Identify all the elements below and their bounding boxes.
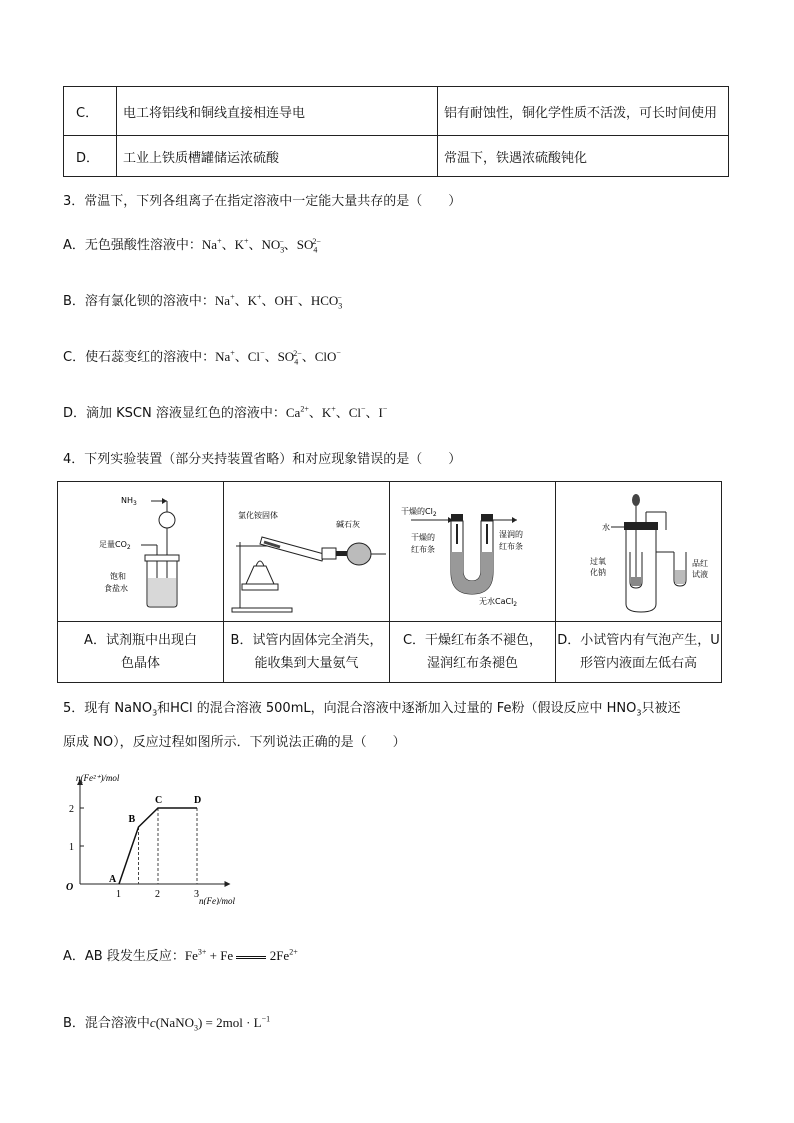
label-water: 水 (602, 523, 610, 532)
label-cacl2: 无水CaCl$_2$ (478, 597, 517, 608)
caption-c: C．干燥红布条不褪色， 湿润红布条褪色 (390, 622, 556, 683)
point-label-b: B (128, 814, 136, 825)
label-pinhong-1: 品红 (692, 559, 708, 568)
label-nh3: $NH_3$ (120, 496, 137, 507)
reaction-equation: $Fe^{3+} + Fe$ $2Fe^{2+}$ (184, 947, 298, 963)
question-5-stem-line2: 原成 NO），反应过程如图所示．下列说法正确的是（ ） (63, 735, 406, 750)
question-5-option-a: A．AB 段发生反应：$Fe^{3+} + Fe$ $2Fe^{2+}$ (63, 947, 298, 964)
apparatus-a-diagram (71, 482, 211, 617)
caption-a: A．试剂瓶中出现白 色晶体 (58, 622, 224, 683)
apparatus-d (556, 482, 722, 622)
question-5-stem-line1: 5．现有 NaNO$_3$和HCl 的混合溶液 500mL，向混合溶液中逐渐加入过量的 Fe粉（假设反应中 $HNO_3$只被还 (63, 701, 681, 718)
x-axis-label: n(Fe)/mol (199, 896, 235, 905)
option-action: 工业上铁质槽罐储运浓硫酸 (117, 136, 438, 177)
option-c-prefix: C．使石蕊变红的溶液中： (63, 350, 216, 365)
question-3-option-c (63, 346, 341, 367)
question-3-option-b (63, 290, 342, 311)
label-wet-red-2: 红布条 (498, 542, 523, 551)
label-pinhong-2: 试液 (692, 570, 708, 579)
caption-row (58, 622, 722, 683)
apparatus-row (58, 482, 722, 622)
y-axis-label: n(Fe²⁺)/mol (76, 773, 120, 783)
option-a-prefix: A．无色强酸性溶液中： (63, 238, 202, 253)
fe-reaction-chart (60, 770, 260, 905)
label-dry-cl2: 干燥的$Cl_2$ (400, 507, 437, 518)
question-3-option-a (63, 234, 321, 255)
point-label-c: C (155, 795, 163, 806)
experiment-table (57, 481, 722, 683)
caption-d: D．小试管内有气泡产生，U 形管内液面左低右高 (556, 622, 722, 683)
x-tick-label: 2 (155, 889, 160, 900)
point-label-d: D (194, 795, 202, 806)
label-na2o2-1: 过氧 (590, 557, 606, 566)
x-tick-label: 3 (194, 889, 199, 900)
x-tick-label: 1 (116, 889, 121, 900)
label-saline-1: 饱和 (109, 572, 126, 581)
question-3-option-d (63, 402, 387, 421)
y-tick-label: 2 (69, 804, 74, 815)
table-row (64, 136, 729, 177)
apparatus-b-diagram (224, 482, 392, 617)
ion-formulas: Na+、Cl−、$SO_4^{2-}$、ClO− (215, 348, 341, 367)
label-wet-red-1: 湿润的 (498, 530, 523, 539)
y-tick-label: 1 (69, 842, 74, 853)
apparatus-c-diagram (393, 482, 553, 617)
option-label: D． (64, 136, 117, 177)
concentration-expression: c(NaNO$_3$) = $2mol \cdot L^{-1}$ (149, 1014, 271, 1033)
question-5-option-b: B．混合溶液中c(NaNO$_3$) = $2mol \cdot L^{-1}$ (63, 1014, 271, 1033)
label-dry-red-2: 红布条 (410, 545, 435, 554)
apparatus-b (224, 482, 390, 622)
label-dry-red-1: 干燥的 (410, 533, 435, 542)
label-soda-lime: 碱石灰 (336, 520, 360, 529)
option-b-prefix: B．溶有氯化钡的溶液中： (63, 294, 215, 309)
caption-b: B．试管内固体完全消失， 能收集到大量氨气 (224, 622, 390, 683)
ion-formulas: $Ca^{2+}$、K+、Cl−、I− (285, 404, 388, 420)
x-axis-arrow (225, 881, 231, 887)
apparatus-c (390, 482, 556, 622)
options-table (63, 86, 729, 177)
ion-formulas: Na+、K+、OH−、$HCO_3^-$ (214, 292, 343, 311)
question-4-stem: 4．下列实验装置（部分夹持装置省略）和对应现象错误的是（ ） (63, 452, 462, 467)
label-saline-2: 食盐水 (103, 584, 128, 593)
apparatus-d-diagram (556, 482, 746, 617)
apparatus-a (58, 482, 224, 622)
label-na2o2-2: 化钠 (590, 568, 606, 577)
option-d-prefix: D．滴加 KSCN 溶液显红色的溶液中： (63, 406, 286, 421)
option-action: 电工将铝线和铜线直接相连导电 (117, 87, 438, 136)
option-label: C． (64, 87, 117, 136)
option-reason: 铝有耐蚀性，铜化学性质不活泼，可长时间使用 (438, 87, 729, 136)
ion-formulas: Na+、K+、$NO_3^-$、$SO_4^{2-}$ (201, 236, 321, 255)
label-nh4cl: 氯化铵固体 (238, 511, 278, 520)
point-label-a: A (109, 874, 117, 885)
origin-label: O (66, 882, 74, 893)
table-row (64, 87, 729, 136)
question-3-stem: 3．常温下，下列各组离子在指定溶液中一定能大量共存的是（ ） (63, 194, 462, 209)
option-reason: 常温下，铁遇浓硫酸钝化 (438, 136, 729, 177)
label-co2: 足量$CO_2$ (98, 540, 131, 551)
